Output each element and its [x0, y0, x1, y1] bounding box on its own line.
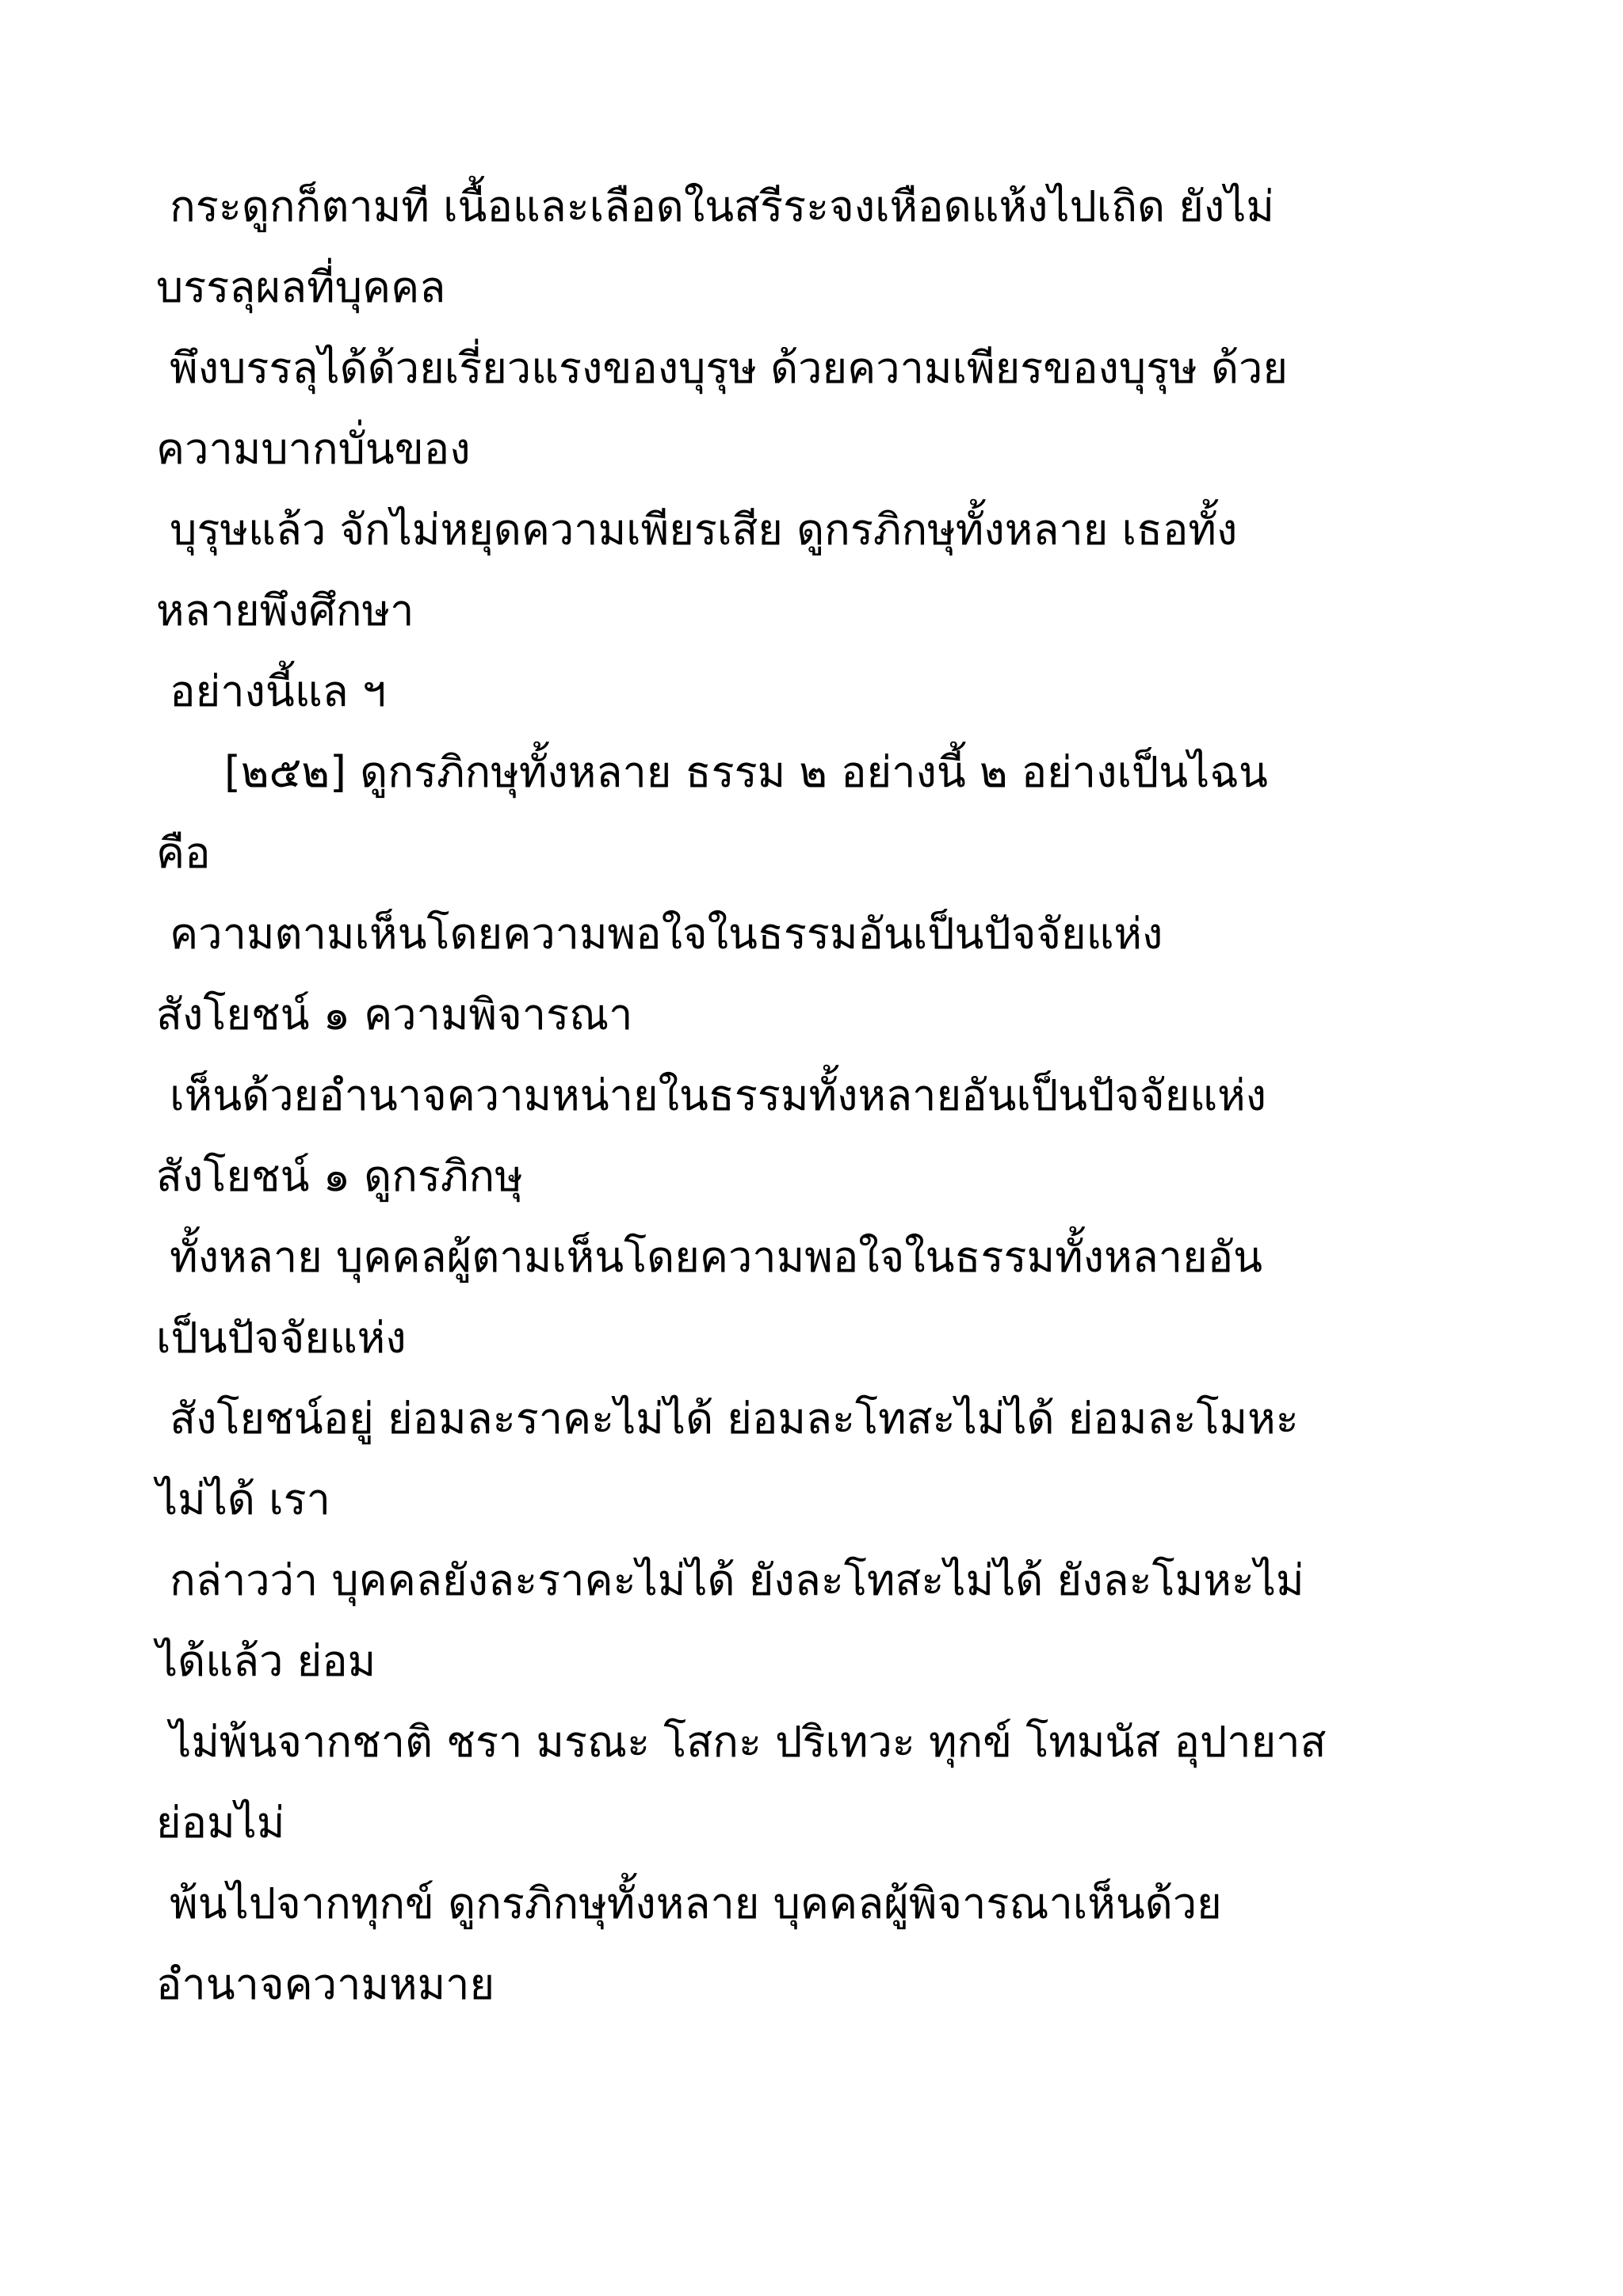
text-line: บรรลุผลที่บุคคล [156, 262, 446, 312]
text-line: ทั้งหลาย บุคคลผู้ตามเห็นโดยความพอใจในธรรมทั้งหลายอัน [156, 1232, 1263, 1282]
body-text [156, 166, 1503, 2025]
text-line: อย่างนี้แล ฯ [156, 666, 387, 716]
text-line: พึงบรรลุได้ด้วยเรี่ยวแรงของบุรุษ ด้วยความเพียรของบุรุษ ด้วย [156, 343, 1288, 393]
text-line: สังโยชน์ ๑ ความพิจารณา [156, 990, 633, 1039]
text-line: ความบากบั่นของ [156, 424, 471, 474]
text-line: หลายพึงศึกษา [156, 585, 414, 635]
text-line: ได้แล้ว ย่อม [156, 1636, 376, 1686]
text-line: สังโยชน์ ๑ ดูกรภิกษุ [156, 1151, 523, 1201]
text-line: เป็นปัจจัยแห่ง [156, 1313, 407, 1363]
text-line: กระดูกก็ตามที เนื้อและเลือดในสรีระจงเหือดแห้งไปเถิด ยังไม่ [156, 181, 1274, 231]
text-line: คือ [156, 828, 211, 878]
text-line: บุรุษแล้ว จักไม่หยุดความเพียรเสีย ดูกรภิกษุทั้งหลาย เธอทั้ง [156, 505, 1238, 555]
text-line: ความตามเห็นโดยความพอใจในธรรมอันเป็นปัจจัยแห่ง [156, 909, 1163, 959]
text-line: ไม่พ้นจากชาติ ชรา มรณะ โสกะ ปริเทวะ ทุกข์ โทมนัส อุปายาส [156, 1717, 1327, 1767]
text-line: เห็นด้วยอำนาจความหน่ายในธรรมทั้งหลายอันเป็นปัจจัยแห่ง [156, 1070, 1267, 1120]
text-line: สังโยชน์อยู่ ย่อมละราคะไม่ได้ ย่อมละโทสะไม่ได้ ย่อมละโมหะ [156, 1394, 1299, 1444]
text-line: ย่อมไม่ [156, 1798, 285, 1848]
text-line: กล่าวว่า บุคคลยังละราคะไม่ได้ ยังละโทสะไม่ได้ ยังละโมหะไม่ [156, 1555, 1304, 1605]
text-line: [๒๕๒] ดูกรภิกษุทั้งหลาย ธรรม ๒ อย่างนี้ ๒ อย่างเป็นไฉน [156, 747, 1268, 797]
text-line: อำนาจความหมาย [156, 1959, 495, 2009]
text-line: ไม่ได้ เรา [156, 1474, 330, 1524]
text-line: พ้นไปจากทุกข์ ดูกรภิกษุทั้งหลาย บุคคลผู้พิจารณาเห็นด้วย [156, 1878, 1222, 1928]
